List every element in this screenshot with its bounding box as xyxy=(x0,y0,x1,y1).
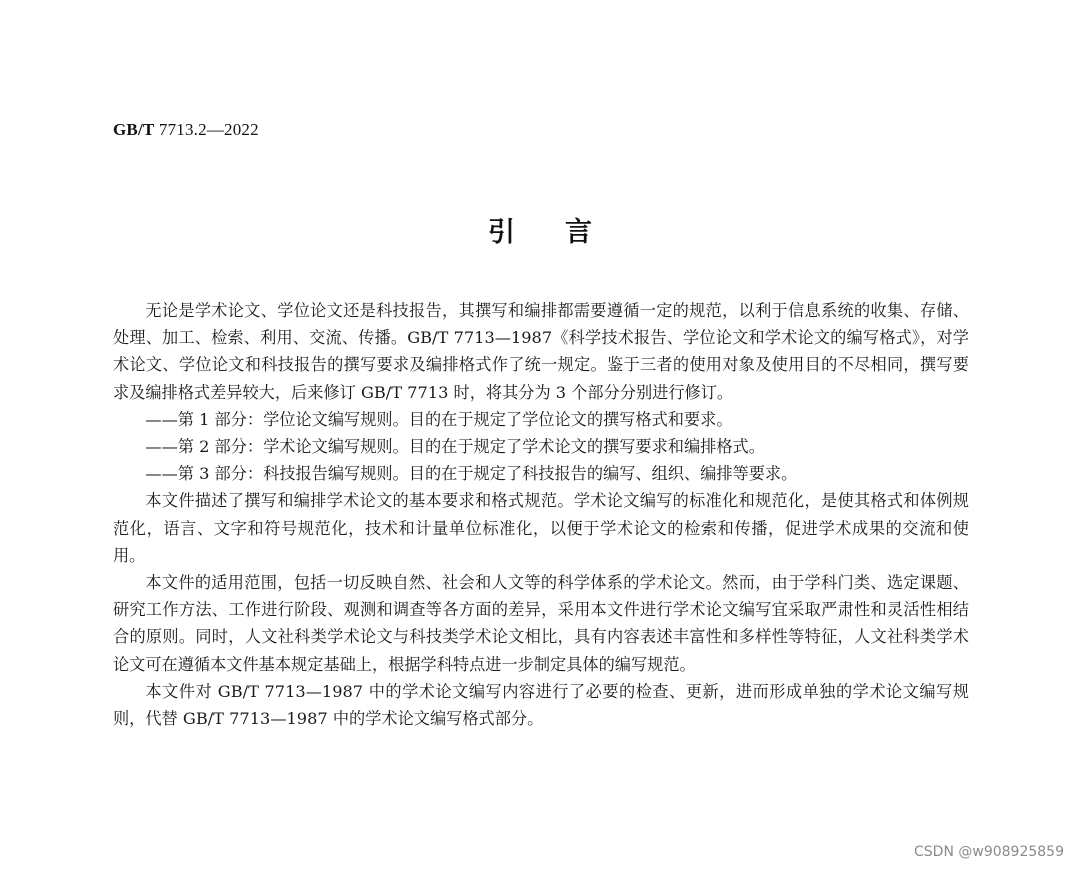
watermark: CSDN @w908925859 xyxy=(914,844,1064,860)
paragraph-description: 本文件描述了撰写和编排学术论文的基本要求和格式规范。学术论文编写的标准化和规范化，是使其格式和体例规范化，语言、文字和符号规范化，技术和计量单位标准化，以便于学术论文的检索和传播，促进学术成果的交流和使用。 xyxy=(113,491,969,565)
standard-prefix: GB/T xyxy=(113,120,155,139)
body-text xyxy=(113,297,969,732)
list-item-part-3: ——第 3 部分：科技报告编写规则。目的在于规定了科技报告的编写、组织、编排等要求。 xyxy=(145,464,798,484)
paragraph-scope: 本文件的适用范围，包括一切反映自然、社会和人文等的科学体系的学术论文。然而，由于学科门类、选定课题、研究工作方法、工作进行阶段、观测和调查等各方面的差异，采用本文件进行学术论文编写宜采取严肃性和灵活性相结合的原则。同时，人文社科类学术论文与科技类学术论文相比，具有内容表述丰富性和多样性等特征，人文社科类学术论文可在遵循本文件基本规定基础上，根据学科特点进一步制定具体的编写规范。 xyxy=(113,573,969,674)
standard-code-header xyxy=(113,120,259,140)
standard-number: 7713.2—2022 xyxy=(154,120,259,139)
list-item-part-2: ——第 2 部分：学术论文编写规则。目的在于规定了学术论文的撰写要求和编排格式。 xyxy=(145,437,765,457)
list-item-part-1: ——第 1 部分：学位论文编写规则。目的在于规定了学位论文的撰写格式和要求。 xyxy=(145,409,733,429)
section-title: 引言 xyxy=(488,217,642,248)
paragraph-intro: 无论是学术论文、学位论文还是科技报告，其撰写和编排都需要遵循一定的规范，以利于信息系统的收集、存储、处理、加工、检索、利用、交流、传播。GB/T 7713—1987《科学技术报告、学位论文和学术论文的编写格式》，对学术论文、学位论文和科技报告的撰写要求及编排格式作了统一规定。鉴于三者的使用对象及使用目的不尽相同，撰写要求及编排格式差异较大，后来修订 GB/T 7713 时，将其分为 3 个部分分别进行修订。 xyxy=(113,301,969,402)
paragraph-replacement: 本文件对 GB/T 7713—1987 中的学术论文编写内容进行了必要的检查、更新，进而形成单独的学术论文编写规则，代替 GB/T 7713—1987 中的学术论文编写格式部分。 xyxy=(113,681,969,729)
